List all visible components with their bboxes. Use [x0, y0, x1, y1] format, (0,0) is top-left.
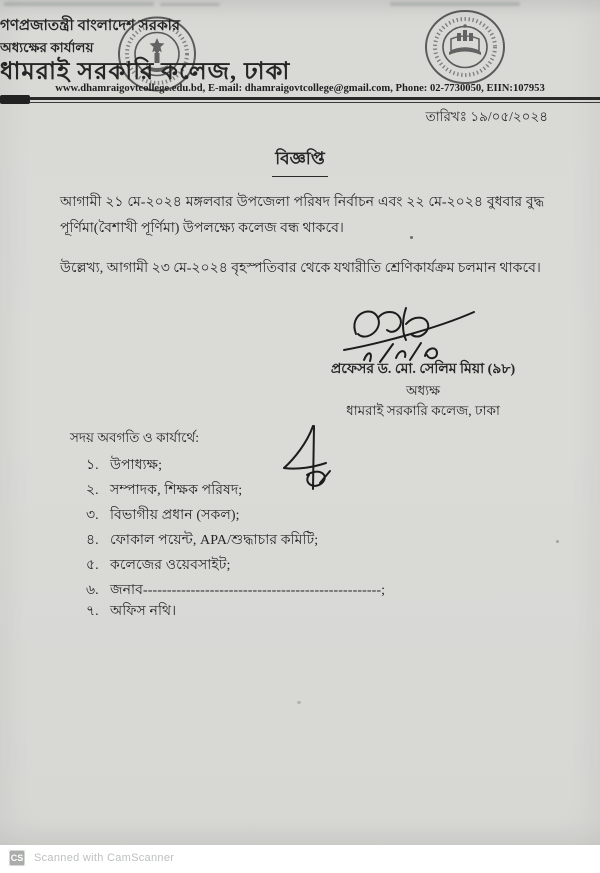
government-line: গণপ্রজাতন্ত্রী বাংলাদেশ সরকার [0, 18, 181, 34]
office-line: অধ্যক্ষের কার্যালয় [0, 40, 94, 55]
principal-signature-scribble [338, 300, 480, 364]
list-item [86, 553, 566, 578]
list-item [86, 528, 566, 553]
notice-title: বিজ্ঞপ্তি [272, 146, 327, 177]
contact-line: www.dhamraigovtcollege.edu.bd, E-mail: dhamraigovtcollege@gmail.com, Phone: 02-7730050, EIIN:107953 [55, 83, 545, 94]
scan-noise-dot [556, 540, 559, 543]
list-item-label: জনাব--------------------------------------------------; [110, 583, 386, 598]
principal-name: প্রফেসর ড. মো. সেলিম মিয়া (৯৮) [330, 362, 516, 377]
list-item [86, 599, 566, 620]
list-item-number: ১. [86, 458, 99, 473]
notice-title-row [0, 146, 600, 177]
list-item-number: ৫. [86, 558, 99, 573]
camscanner-logo-icon: CS [8, 849, 26, 867]
list-item-label: সম্পাদক, শিক্ষক পরিষদ; [110, 483, 243, 498]
list-item-label: বিভাগীয় প্রধান (সকল); [110, 508, 240, 523]
camscanner-footer [0, 845, 600, 873]
list-item [86, 578, 566, 599]
notice-paragraph-2: উল্লেখ্য, আগামী ২৩ মে-২০২৪ বৃহস্পতিবার থেকে যথারীতি শ্রেণিকার্যক্রম চলমান থাকবে। [60, 261, 541, 276]
distribution-list [86, 453, 566, 620]
notice-paragraph-1: আগামী ২১ মে-২০২৪ মঙ্গলবার উপজেলা পরিষদ নির্বাচন এবং ২২ মে-২০২৪ বুধবার বুদ্ধ পূর্ণিমা(বৈশাখী পূর্ণিমা) উপলক্ষ্যে কলেজ বন্ধ থাকবে। [60, 195, 544, 236]
list-item-number: ২. [86, 483, 99, 498]
list-item-label: কলেজের ওয়েবসাইট; [110, 558, 231, 573]
list-item [86, 453, 566, 478]
list-item-number: ৩. [86, 508, 99, 523]
scan-ghost-text [4, 2, 154, 6]
list-item-label: ফোকাল পয়েন্ট, APA/শুদ্ধাচার কমিটি; [110, 533, 319, 548]
list-item-number: ৭. [86, 604, 99, 619]
scan-ghost-text [390, 2, 520, 6]
college-name: ধামরাই সরকারি কলেজ, ঢাকা [0, 59, 291, 85]
principal-designation: অধ্যক্ষ [405, 383, 441, 398]
scan-ghost-text [160, 3, 220, 6]
list-item-label: অফিস নথি। [110, 604, 177, 619]
list-item-number: ৬. [86, 583, 99, 598]
signature-block [318, 360, 528, 419]
header-rule-thick [0, 97, 600, 100]
list-item [86, 503, 566, 528]
header-rule-thin [0, 102, 600, 103]
principal-organization: ধামরাই সরকারি কলেজ, ঢাকা [346, 403, 500, 418]
scan-noise-dot [297, 701, 301, 704]
header-rule-ink-blob [0, 95, 30, 104]
scan-noise-dot [410, 236, 413, 239]
camscanner-watermark-text: Scanned with CamScanner [34, 852, 175, 864]
list-item [86, 478, 566, 503]
date-line: তারিখঃ ১৯/০৫/২০২৪ [425, 109, 548, 124]
list-item-label: উপাধ্যক্ষ; [110, 458, 163, 473]
list-item-number: ৪. [86, 533, 99, 548]
distribution-heading: সদয় অবগতি ও কার্যার্থে: [70, 430, 200, 445]
